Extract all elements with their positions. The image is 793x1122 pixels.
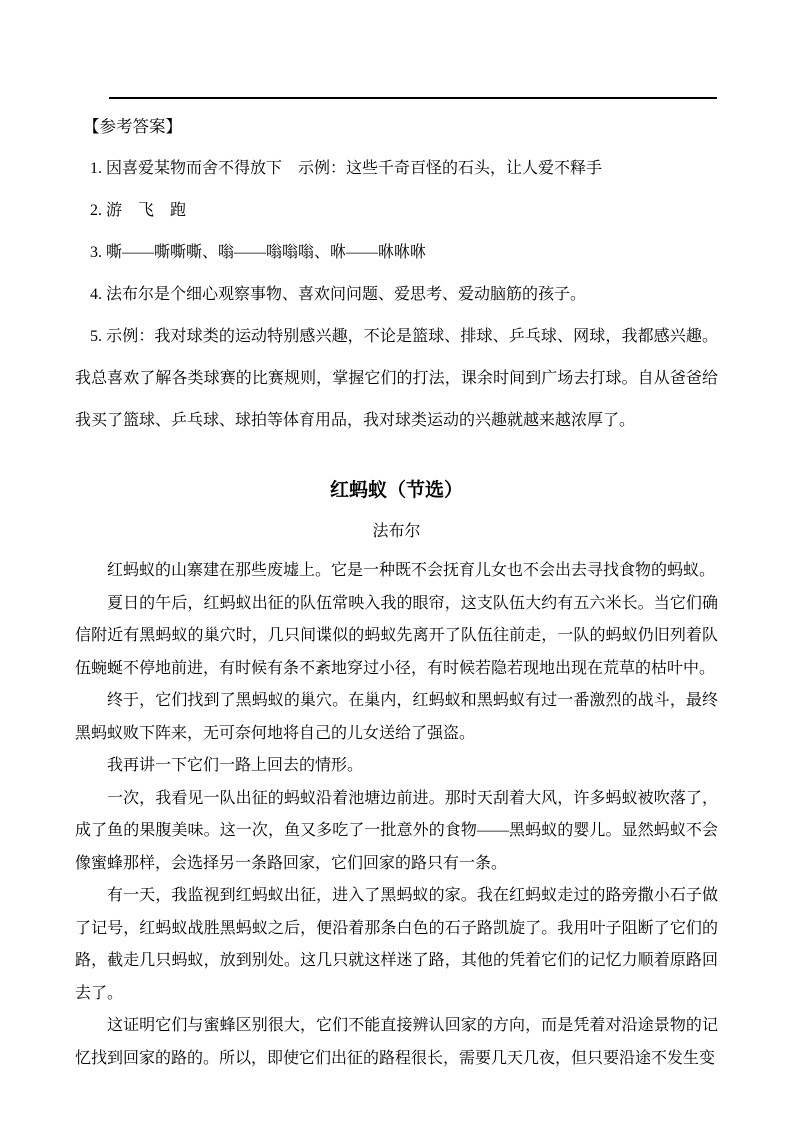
passage-section (75, 476, 718, 1075)
answer-item-2: 2. 游 飞 跑 (90, 202, 187, 219)
answer-key-section (75, 106, 718, 442)
passage-paragraph-2: 夏日的午后，红蚂蚁出征的队伍常映入我的眼帘，这支队伍大约有五六米长。当它们确信附近有黑蚂蚁的巢穴时，几只间谍似的蚂蚁先离开了队伍往前走，一队的蚂蚁仍旧列着队伍蜿蜒不停地前进，有时候有条不紊地穿过小径，有时候若隐若现地出现在荒草的枯叶中。 (75, 594, 718, 677)
page-content (75, 106, 718, 1075)
answer-item-5: 5. 示例：我对球类的运动特别感兴趣，不论是篮球、排球、乒乓球、网球，我都感兴趣。我总喜欢了解各类球赛的比赛规则，掌握它们的打法，课余时间到广场去打球。自从爸爸给我买了篮球、乒乓球、球拍等体育用品，我对球类运动的兴趣就越来越浓厚了。 (75, 328, 718, 429)
passage-paragraph-3: 终于，它们找到了黑蚂蚁的巢穴。在巢内，红蚂蚁和黑蚂蚁有过一番激烈的战斗，最终黑蚂蚁败下阵来，无可奈何地将自己的儿女送给了强盗。 (75, 692, 718, 742)
passage-title: 红蚂蚁（节选） (329, 480, 463, 501)
answer-item-1: 1. 因喜爱某物而舍不得放下 示例：这些千奇百怪的石头，让人爱不释手 (90, 160, 603, 177)
passage-paragraph-6: 有一天，我监视到红蚂蚁出征，进入了黑蚂蚁的家。我在红蚂蚁走过的路旁撒小石子做了记号，红蚂蚁战胜黑蚂蚁之后，便沿着那条白色的石子路凯旋了。我用叶子阻断了它们的路，截走几只蚂蚁，放到别处。这几只就这样迷了路，其他的凭着它们的记忆力顺着原路回去了。 (75, 887, 718, 1002)
passage-body (75, 555, 718, 1075)
section-divider-rule (109, 97, 717, 99)
answer-item-3: 3. 嘶——嘶嘶嘶、嗡——嗡嗡嗡、咻——咻咻咻 (90, 244, 427, 261)
passage-paragraph-7: 这证明它们与蜜蜂区别很大，它们不能直接辨认回家的方向，而是凭着对沿途景物的记忆找到回家的路的。所以，即使它们出征的路程很长，需要几天几夜，但只要沿途不发生变 (75, 1017, 718, 1067)
passage-author: 法布尔 (372, 523, 421, 540)
passage-paragraph-1: 红蚂蚁的山寨建在那些废墟上。它是一种既不会抚育儿女也不会出去寻找食物的蚂蚁。 (107, 562, 716, 579)
answer-key-header: 【参考答案】 (83, 117, 182, 136)
answer-item-4: 4. 法布尔是个细心观察事物、喜欢问问题、爱思考、爱动脑筋的孩子。 (90, 286, 587, 303)
passage-paragraph-5: 一次，我看见一队出征的蚂蚁沿着池塘边前进。那时天刮着大风，许多蚂蚁被吹落了，成了鱼的果腹美味。这一次，鱼又多吃了一批意外的食物——黑蚂蚁的婴儿。显然蚂蚁不会像蜜蜂那样，会选择另一条路回家，它们回家的路只有一条。 (75, 789, 718, 872)
passage-paragraph-4: 我再讲一下它们一路上回去的情形。 (107, 757, 364, 774)
